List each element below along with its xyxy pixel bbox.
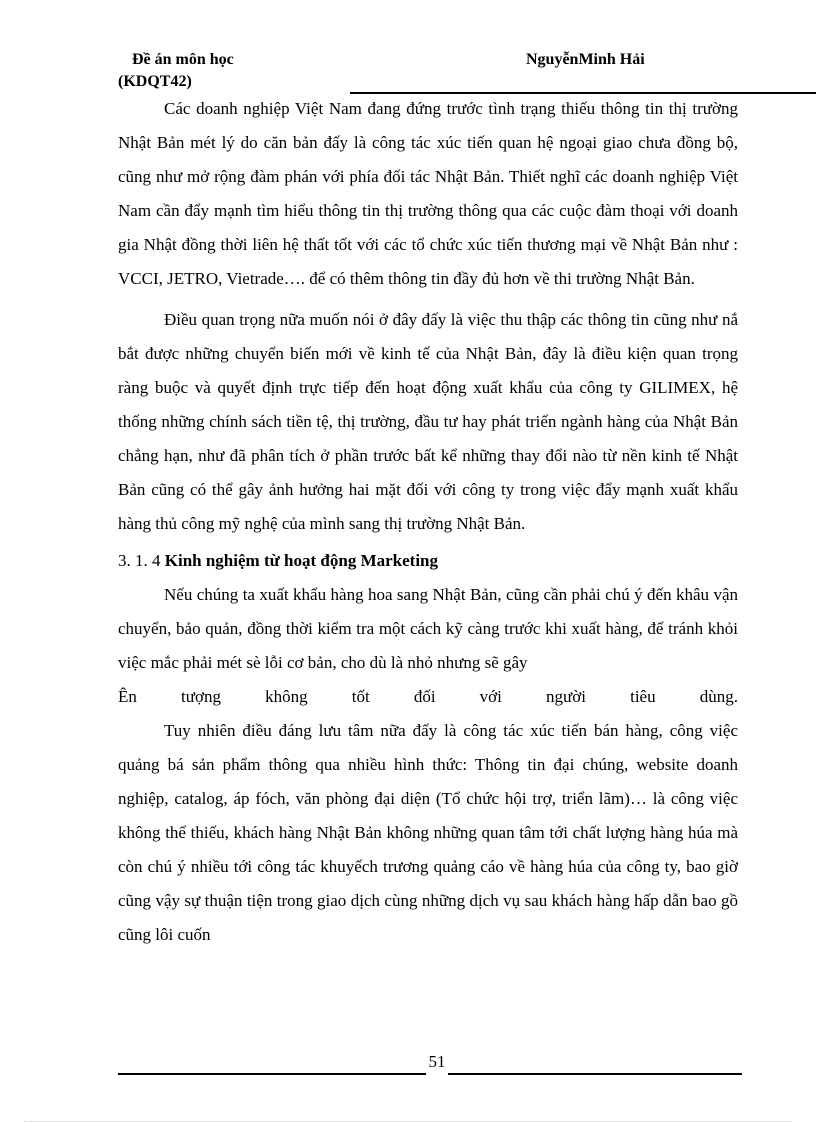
section-title: Kinh nghiệm từ hoạt động Marketing (164, 551, 439, 570)
page-footer (118, 1051, 742, 1077)
paragraph-4: Tuy nhiên điều đáng lưu tâm nữa đấy là công tác xúc tiến bán hàng, công việc quảng bá sản phẩm thông qua nhiều hình thức: Thông tin đại chúng, website doanh nghiệp, catalog, áp fóch, văn phòng đại diện (Tổ chức hội trợ, triển lãm)… là công việc không thể thiếu, khách hàng Nhật Bản không những quan tâm tới chất lượng hàng húa mà còn chú ý nhiều tới công tác khuyếch trương quảng cáo về hàng húa của công ty, bao giờ cũng vậy sự thuận tiện trong giao dịch cùng những dịch vụ sau khách hàng hấp dẫn bao gồ cũng lôi cuốn (118, 721, 738, 944)
paragraph-3: Nếu chúng ta xuất khẩu hàng hoa sang Nhật Bản, cũng cần phải chú ý đến khâu vận chuyển, bảo quản, đồng thời kiểm tra một cách kỹ càng trước khi xuất hàng, để tránh khỏi việc mắc phải mét sè lỗi cơ bản, cho dù là nhỏ nhưng sẽ gây (118, 585, 738, 672)
footer-rule-left (118, 1073, 426, 1075)
section-heading (118, 544, 738, 578)
footer-rule-right (448, 1073, 742, 1075)
paragraph-1: Các doanh nghiệp Việt Nam đang đứng trước tình trạng thiếu thông tin thị trường Nhật Bản mét lý do căn bản đấy là công tác xúc tiến quan hệ ngoại giao chưa đồng bộ, cũng như mở rộng đàm phán với phía đối tác Nhật Bản. Thiết nghĩ các doanh nghiệp Việt Nam cần đẩy mạnh tìm hiểu thông tin thị trường thông qua các cuộc đàm thoại với doanh gia Nhật đồng thời liên hệ thất tốt với các tổ chức xúc tiến thương mại về Nhật Bản như : VCCI, JETRO, Vietrade…. để có thêm thông tin đầy đủ hơn về thi trường Nhật Bản. (118, 99, 738, 288)
document-body (118, 92, 738, 952)
paragraph-3-last-line: Ên tượng không tốt đối với người tiêu dùng. (118, 687, 738, 706)
page-header (118, 50, 742, 94)
author-name: NguyễnMinh Hải (526, 51, 645, 68)
course-title: Đề án môn học (132, 51, 234, 68)
section-number: 3. 1. 4 (118, 551, 161, 570)
page-edge-divider (24, 1121, 792, 1122)
page-number: 51 (428, 1052, 446, 1071)
class-code: (KDQT42) (118, 73, 192, 90)
paragraph-2: Điều quan trọng nữa muốn nói ở đây đấy là việc thu thập các thông tin cũng như nắ bắt được những chuyển biến mới về kinh tế của Nhật Bản, đây là điều kiện quan trọng ràng buộc và quyết định trực tiếp đến hoạt động xuất khẩu của công ty GILIMEX, hệ thống những chính sách tiền tệ, thị trường, đầu tư hay phát triển ngành hàng của Nhật Bản chẳng hạn, như đã phân tích ở phần trước bất kể những thay đổi nào từ nền kinh tế Nhật Bản cũng có thể gây ảnh hưởng hai mặt đối với công ty trong việc đẩy mạnh xuất khẩu hàng thủ công mỹ nghệ của mình sang thị trường Nhật Bản. (118, 310, 738, 533)
